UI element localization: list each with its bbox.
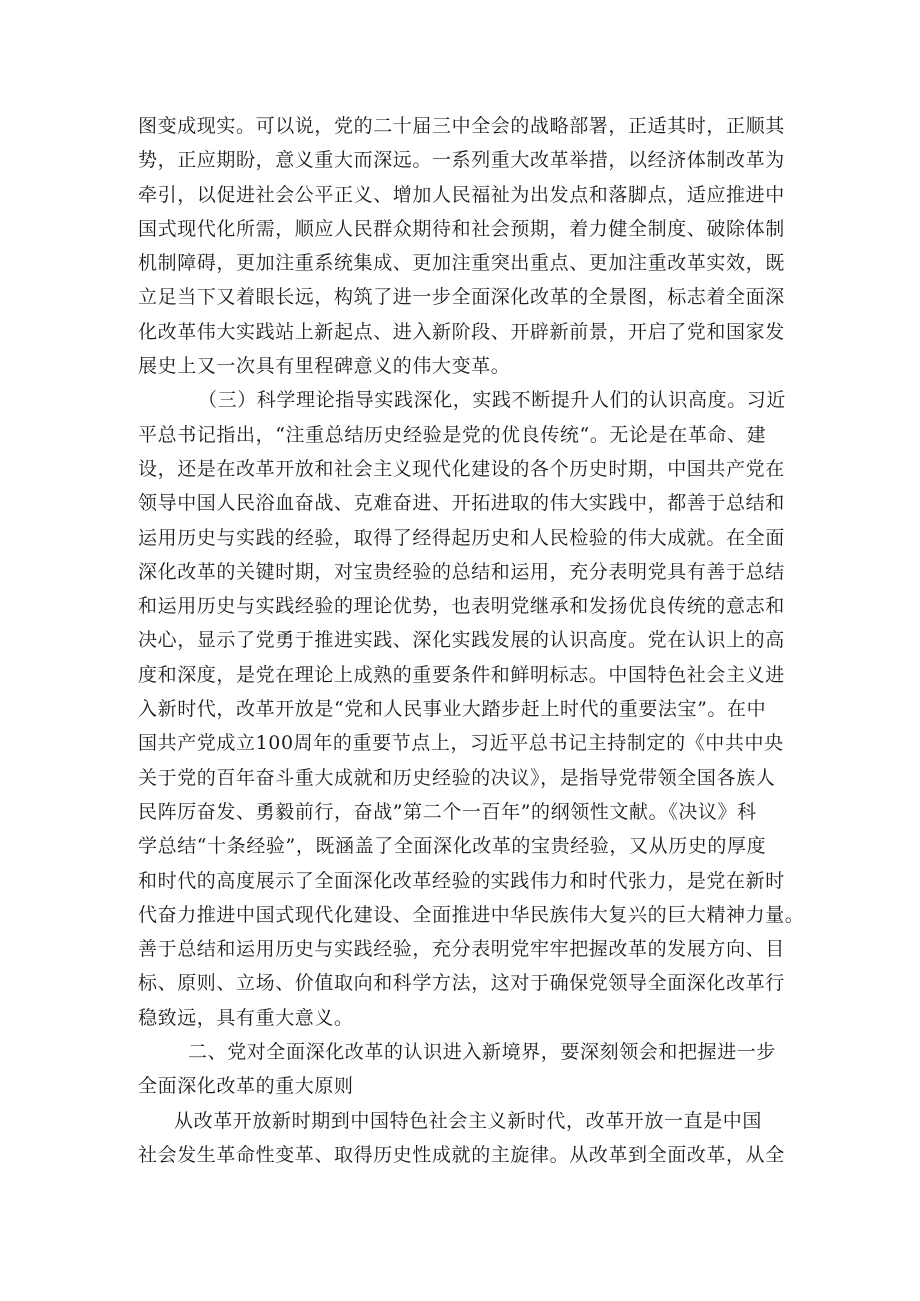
text-line: 从改革开放新时期到中国特色社会主义新时代，改革开放一直是中国 [174, 1109, 763, 1132]
text-line: 民阵厉奋发、勇毅前行，奋战”第二个一百年”的纲领性文献。《决议》科 [138, 800, 757, 823]
text-line: 度和深度，是党在理论上成熟的重要条件和鲜明标志。中国特色社会主义进 [138, 663, 785, 686]
text-line: 决心，显示了党勇于推进实践、深化实践发展的认识高度。党在认识上的高 [138, 629, 785, 652]
text-line: 关于党的百年奋斗重大成就和历史经验的决议》，是指导党带领全国各族人 [138, 766, 776, 789]
section-heading-line: 全面深化改革的重大原则 [138, 1075, 354, 1098]
text-line: 平总书记指出，“注重总结历史经验是党的优良传统“。无论是在革命、建 [138, 423, 767, 446]
section-heading-line: 二、党对全面深化改革的认识进入新境界，要深刻领会和把握进一步 [188, 1041, 777, 1064]
text-line: 稳致远，具有重大意义。 [138, 1006, 354, 1029]
text-line: 化改革伟大实践站上新起点、进入新阶段、开辟新前景，开启了党和国家发 [138, 320, 785, 343]
text-line: 图变成现实。可以说，党的二十届三中全会的战略部署，正适其时，正顺其 [138, 115, 785, 137]
text-line: 和运用历史与实践经验的理论优势，也表明党继承和发扬优良传统的意志和 [138, 595, 785, 618]
text-line: 设，还是在改革开放和社会主义现代化建设的各个历史时期，中国共产党在 [138, 457, 785, 480]
text-line: 深化改革的关键时期，对宝贵经验的总结和运用，充分表明党具有善于总结 [138, 560, 785, 583]
text-line: 标、原则、立场、价值取向和科学方法，这对于确保党领导全面深化改革行 [138, 972, 785, 995]
text-line: 运用历史与实践的经验，取得了经得起历史和人民检验的伟大成就。在全面 [138, 526, 785, 549]
text-line: 代奋力推进中国式现代化建设、全面推进中华民族伟大复兴的巨大精神力量。 [138, 903, 805, 926]
text-line: 势，正应期盼，意义重大而深远。一系列重大改革举措，以经济体制改革为 [138, 149, 785, 172]
text-line: 立足当下又着眼长远，构筑了进一步全面深化改革的全景图，标志着全面深 [138, 286, 785, 309]
text-line: 善于总结和运用历史与实践经验，充分表明党牢牢把握改革的发展方向、目 [138, 938, 785, 961]
text-line: 展史上又一次具有里程碑意义的伟大变革。 [138, 355, 511, 378]
text-line: 国共产党成立100周年的重要节点上，习近平总书记主持制定的《中共中央 [138, 732, 784, 755]
text-line: 学总结“十条经验”，既涵盖了全面深化改革的宝贵经验，又从历史的厚度 [138, 835, 767, 858]
text-line: 机制障碍，更加注重系统集成、更加注重突出重点、更加注重改革实效，既 [138, 252, 785, 275]
text-line: 社会发生革命性变革、取得历史性成就的主旋律。从改革到全面改革，从全 [138, 1143, 785, 1166]
text-line: 和时代的高度展示了全面深化改革经验的实践伟力和时代张力，是党在新时 [138, 869, 785, 892]
subsection-heading-line: （三）科学理论指导实践深化，实践不断提升人们的认识高度。习近 [198, 389, 787, 412]
text-line: 领导中国人民浴血奋战、克难奋进、开拓进取的伟大实践中，都善于总结和 [138, 492, 785, 515]
body-text [138, 109, 805, 1172]
text-line: 入新时代，改革开放是“党和人民事业大踏步赶上时代的重要法宝”。在中 [138, 698, 767, 721]
text-line: 牵引，以促进社会公平正义、增加人民福祉为出发点和落脚点，适应推进中 [138, 183, 785, 206]
text-line: 国式现代化所需，顺应人民群众期待和社会预期，着力健全制度、破除体制 [138, 217, 785, 240]
